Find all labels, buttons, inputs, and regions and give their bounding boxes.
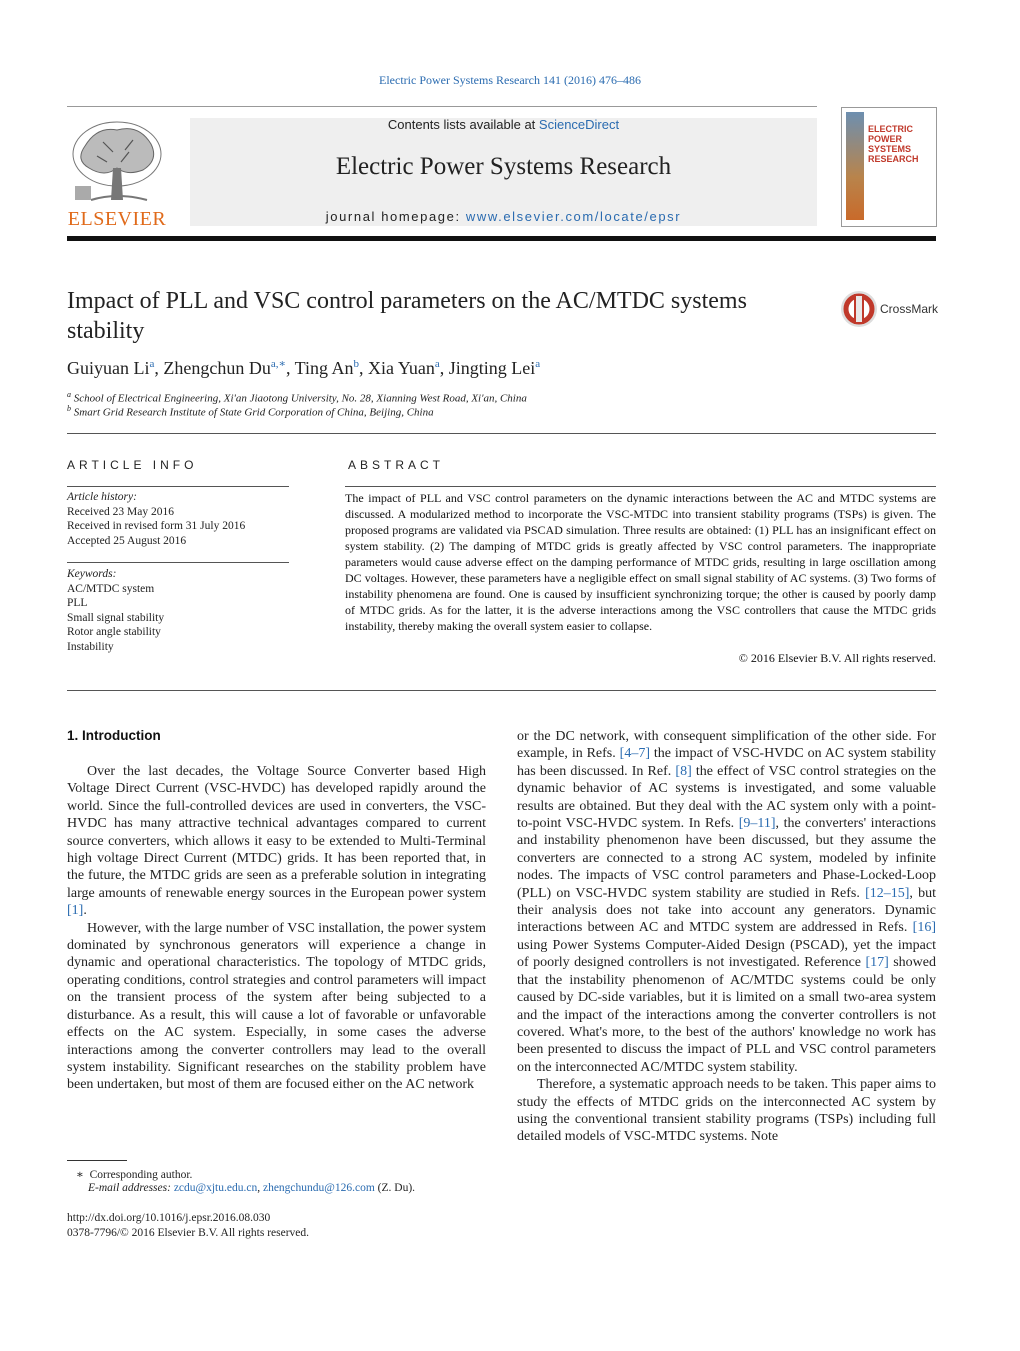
divider bbox=[345, 486, 936, 487]
cover-title: ELECTRIC POWER SYSTEMS RESEARCH bbox=[868, 124, 919, 164]
paragraph-text: , but their analysis does not take into account any generators. Dynamic interactions between AC and MTDC system are addressed in Refs. bbox=[517, 885, 937, 936]
affiliation bbox=[67, 404, 434, 419]
crossmark-label: CrossMark bbox=[880, 302, 939, 316]
footnote-mark: ∗ bbox=[76, 1169, 84, 1181]
abstract-heading: ABSTRACT bbox=[348, 458, 445, 472]
paragraph-text: the impact of VSC-HVDC on AC system stability has been discussed. In Ref. bbox=[517, 746, 936, 779]
sciencedirect-link[interactable]: ScienceDirect bbox=[538, 117, 620, 132]
citation-link[interactable]: [16] bbox=[912, 920, 936, 936]
homepage-link[interactable]: www.elsevier.com/locate/epsr bbox=[465, 209, 682, 224]
doi-link[interactable]: http://dx.doi.org/10.1016/j.epsr.2016.08.030 bbox=[67, 1212, 271, 1224]
abstract-text: The impact of PLL and VSC control parameters on the dynamic interactions between the AC and MTDC systems are discussed. A modularized method to incorporate the VSC-MTDC into transient stability programs (TSPs) is given. The proposed programs are validated via PSCAD simulation. Three results are obtained: (1) PLL has an insignificant effect on system stability. (2) The damping of MTDC grids is greatly affected by VSC control parameters. The inappropriate parameters would cause adverse effect on the damping performance of MTDC grids, resulting in large oscillation among DC voltages. However, these parameters have a negligible effect on small signal stability of AC systems. (3) Two forms of instability phenomena are found. One is caused by insufficient synchronizing torque; the other is caused by poorly damp of MTDC grids. As for the latter, it is the adverse interactions among the VSC controllers that cause the MTDC grids instability, thereby making the overall system easier to collapse. bbox=[345, 491, 936, 633]
issn-line: 0378-7796/© 2016 Elsevier B.V. All rights reserved. bbox=[67, 1227, 310, 1239]
email-link[interactable]: zcdu@xjtu.edu.cn bbox=[173, 1182, 258, 1194]
email-separator: , bbox=[257, 1182, 263, 1194]
header-top-rule bbox=[67, 106, 817, 107]
footnote-rule bbox=[67, 1160, 127, 1161]
keyword: Rotor angle stability bbox=[67, 626, 161, 638]
paragraph bbox=[517, 728, 936, 1076]
author-name[interactable]: Ting An bbox=[294, 358, 354, 378]
journal-reference[interactable]: Electric Power Systems Research 141 (2016) 476–486 bbox=[379, 73, 641, 87]
keyword: AC/MTDC system bbox=[67, 582, 155, 595]
email-label: E-mail addresses: bbox=[88, 1182, 171, 1194]
citation-link[interactable]: [9–11] bbox=[738, 816, 776, 832]
citation-link[interactable]: [1] bbox=[67, 903, 84, 919]
paragraph: Therefore, a systematic approach needs to be taken. This paper aims to study the effects of MTDC grids on the interconnected AC system by using the conventional transient stability programs (TSPs) including full detailed models of VSC-MTDC systems. Note bbox=[517, 1077, 936, 1145]
history-item: Received 23 May 2016 bbox=[67, 505, 174, 518]
affiliation-mark: b bbox=[67, 404, 71, 413]
article-title: Impact of PLL and VSC control parameters on the AC/MTDC systems stability bbox=[67, 288, 747, 344]
paragraph: However, with the large number of VSC installation, the power system dominated by synchronous generators will experience a change in dynamic and operational characteristics. The topology of MTDC grids, operating conditions, control strategies and control parameters will impact on the transient process of the system after being subjected to a disturbance. As a result, this will cause a lot of favorable or unfavorable effects on the AC system. Especially, in some cases the adverse interactions among the converter controllers may lead to the overall system instability. Significant researches on the stability problem have been undertaken, but most of them are focused either on the AC network bbox=[67, 920, 486, 1093]
paragraph-text: . bbox=[83, 903, 87, 919]
author-sup[interactable]: b bbox=[353, 358, 360, 370]
elsevier-logo bbox=[67, 116, 167, 230]
paragraph-text: using Power Systems Computer-Aided Design (PSCAD), yet the impact of poorly designed controllers is not investigated. Reference bbox=[517, 937, 936, 971]
author-sup[interactable]: a bbox=[535, 358, 541, 370]
citation-link[interactable]: [8] bbox=[675, 763, 692, 779]
divider bbox=[67, 486, 289, 487]
author-name[interactable]: Zhengchun Du bbox=[163, 358, 271, 378]
homepage-prefix: journal homepage: bbox=[325, 209, 466, 224]
corresponding-author-note bbox=[76, 1167, 192, 1181]
paragraph-text: the effect of VSC control strategies on the dynamic behavior of AC systems is investigated, and some valuable results are obtained. But they deal with the AC system only with a point-to-point VSC-HVDC system. In Refs. bbox=[517, 763, 936, 832]
affiliation-text: Smart Grid Research Institute of State Grid Corporation of China, Beijing, China bbox=[73, 406, 434, 419]
divider bbox=[67, 690, 936, 691]
history-item: Accepted 25 August 2016 bbox=[67, 534, 187, 547]
crossmark-badge[interactable] bbox=[840, 290, 940, 330]
article-info-heading: ARTICLE INFO bbox=[67, 458, 198, 472]
crossmark-icon bbox=[840, 290, 878, 328]
journal-homepage bbox=[190, 209, 817, 224]
author-name[interactable]: Jingting Lei bbox=[448, 358, 536, 378]
email-suffix: (Z. Du). bbox=[374, 1182, 416, 1194]
affiliation bbox=[67, 390, 527, 405]
keyword: PLL bbox=[67, 597, 88, 609]
contents-prefix: Contents lists available at bbox=[387, 117, 539, 132]
citation-link[interactable]: [4–7] bbox=[619, 746, 650, 762]
author-sup[interactable]: a bbox=[434, 358, 440, 370]
divider bbox=[67, 562, 289, 563]
author-sup[interactable]: a,∗ bbox=[270, 358, 286, 370]
copyright: © 2016 Elsevier B.V. All rights reserved. bbox=[738, 651, 936, 665]
citation-link[interactable]: [17] bbox=[865, 955, 889, 971]
paragraph-text: Over the last decades, the Voltage Source Converter based High Voltage Direct Current (VSC-HVDC) has developed rapidly around the world. Since the full-controlled devices are used in converters, the VSC-HVDC has many attractive technical advantages compared to current source converters, which allows it easy to be extended to Multi-Terminal high voltage Direct Current (MTDC) grids. It has been reported that, in the future, the MTDC grids are seen as a preferable solution in integrating large amounts of renewable energy sources in the European power system bbox=[67, 764, 486, 901]
paragraph-text: , the converters' interactions and instability phenomenon have been discussed, but they assume the converters are connected to a strong AC system, modeled by infinite nodes. The impacts of VSC control parameters and Phase-Locked-Loop (PLL) on VSC-HVDC system stability are studied in Refs. bbox=[517, 816, 936, 901]
cover-image-strip bbox=[846, 112, 864, 220]
keywords-label: Keywords: bbox=[67, 568, 117, 580]
email-addresses bbox=[88, 1182, 415, 1194]
paragraph-text: or the DC network, with consequent simplification of the other side. For example, in Refs. bbox=[517, 729, 936, 762]
publisher-wordmark: ELSEVIER bbox=[67, 208, 167, 230]
email-link[interactable]: zhengchundu@126.com bbox=[262, 1182, 375, 1194]
paragraph-text: showed that the instability phenomenon of AC/MTDC systems could be only caused by DC-side variables, but it is limited on a small two-area system and the impact of the interactions among the converter controllers is not covered. What's more, to the best of the authors' knowledge no work has been presented to discuss the impact of PLL and VSC control parameters on the interconnected AC/MTDC system stability. bbox=[517, 955, 936, 1075]
author-name[interactable]: Guiyuan Li bbox=[67, 358, 150, 378]
author-name[interactable]: Xia Yuan bbox=[368, 358, 435, 378]
header-bottom-rule bbox=[67, 236, 936, 241]
affiliation-text: School of Electrical Engineering, Xi'an Jiaotong University, No. 28, Xianning West Road, Xi'an, China bbox=[73, 392, 527, 405]
author-list: Guiyuan Li$^a$, Zhengchun $Du^{a,∗}$, Ting An$^b$, Xia Yuan$^a$, Jingting Lei$^a$ bbox=[67, 358, 541, 378]
author-sup[interactable]: a bbox=[149, 358, 155, 370]
history-label: Article history: bbox=[67, 491, 137, 503]
keyword: Small signal stability bbox=[67, 611, 165, 624]
paragraph bbox=[67, 763, 486, 920]
keywords bbox=[67, 567, 289, 654]
footnote-text: Corresponding author. bbox=[89, 1169, 193, 1181]
article-history bbox=[67, 490, 289, 548]
contents-line bbox=[190, 117, 817, 132]
journal-title: Electric Power Systems Research bbox=[335, 153, 672, 180]
divider bbox=[67, 433, 936, 434]
intro-left-column bbox=[67, 763, 486, 1094]
affiliation-mark: a bbox=[67, 390, 71, 399]
keyword: Instability bbox=[67, 640, 114, 653]
section-heading: 1. Introduction bbox=[67, 728, 161, 743]
journal-cover[interactable] bbox=[841, 107, 937, 227]
intro-right-column bbox=[517, 728, 936, 1146]
history-item: Received in revised form 31 July 2016 bbox=[67, 520, 246, 532]
citation-link[interactable]: [12–15] bbox=[865, 885, 910, 901]
